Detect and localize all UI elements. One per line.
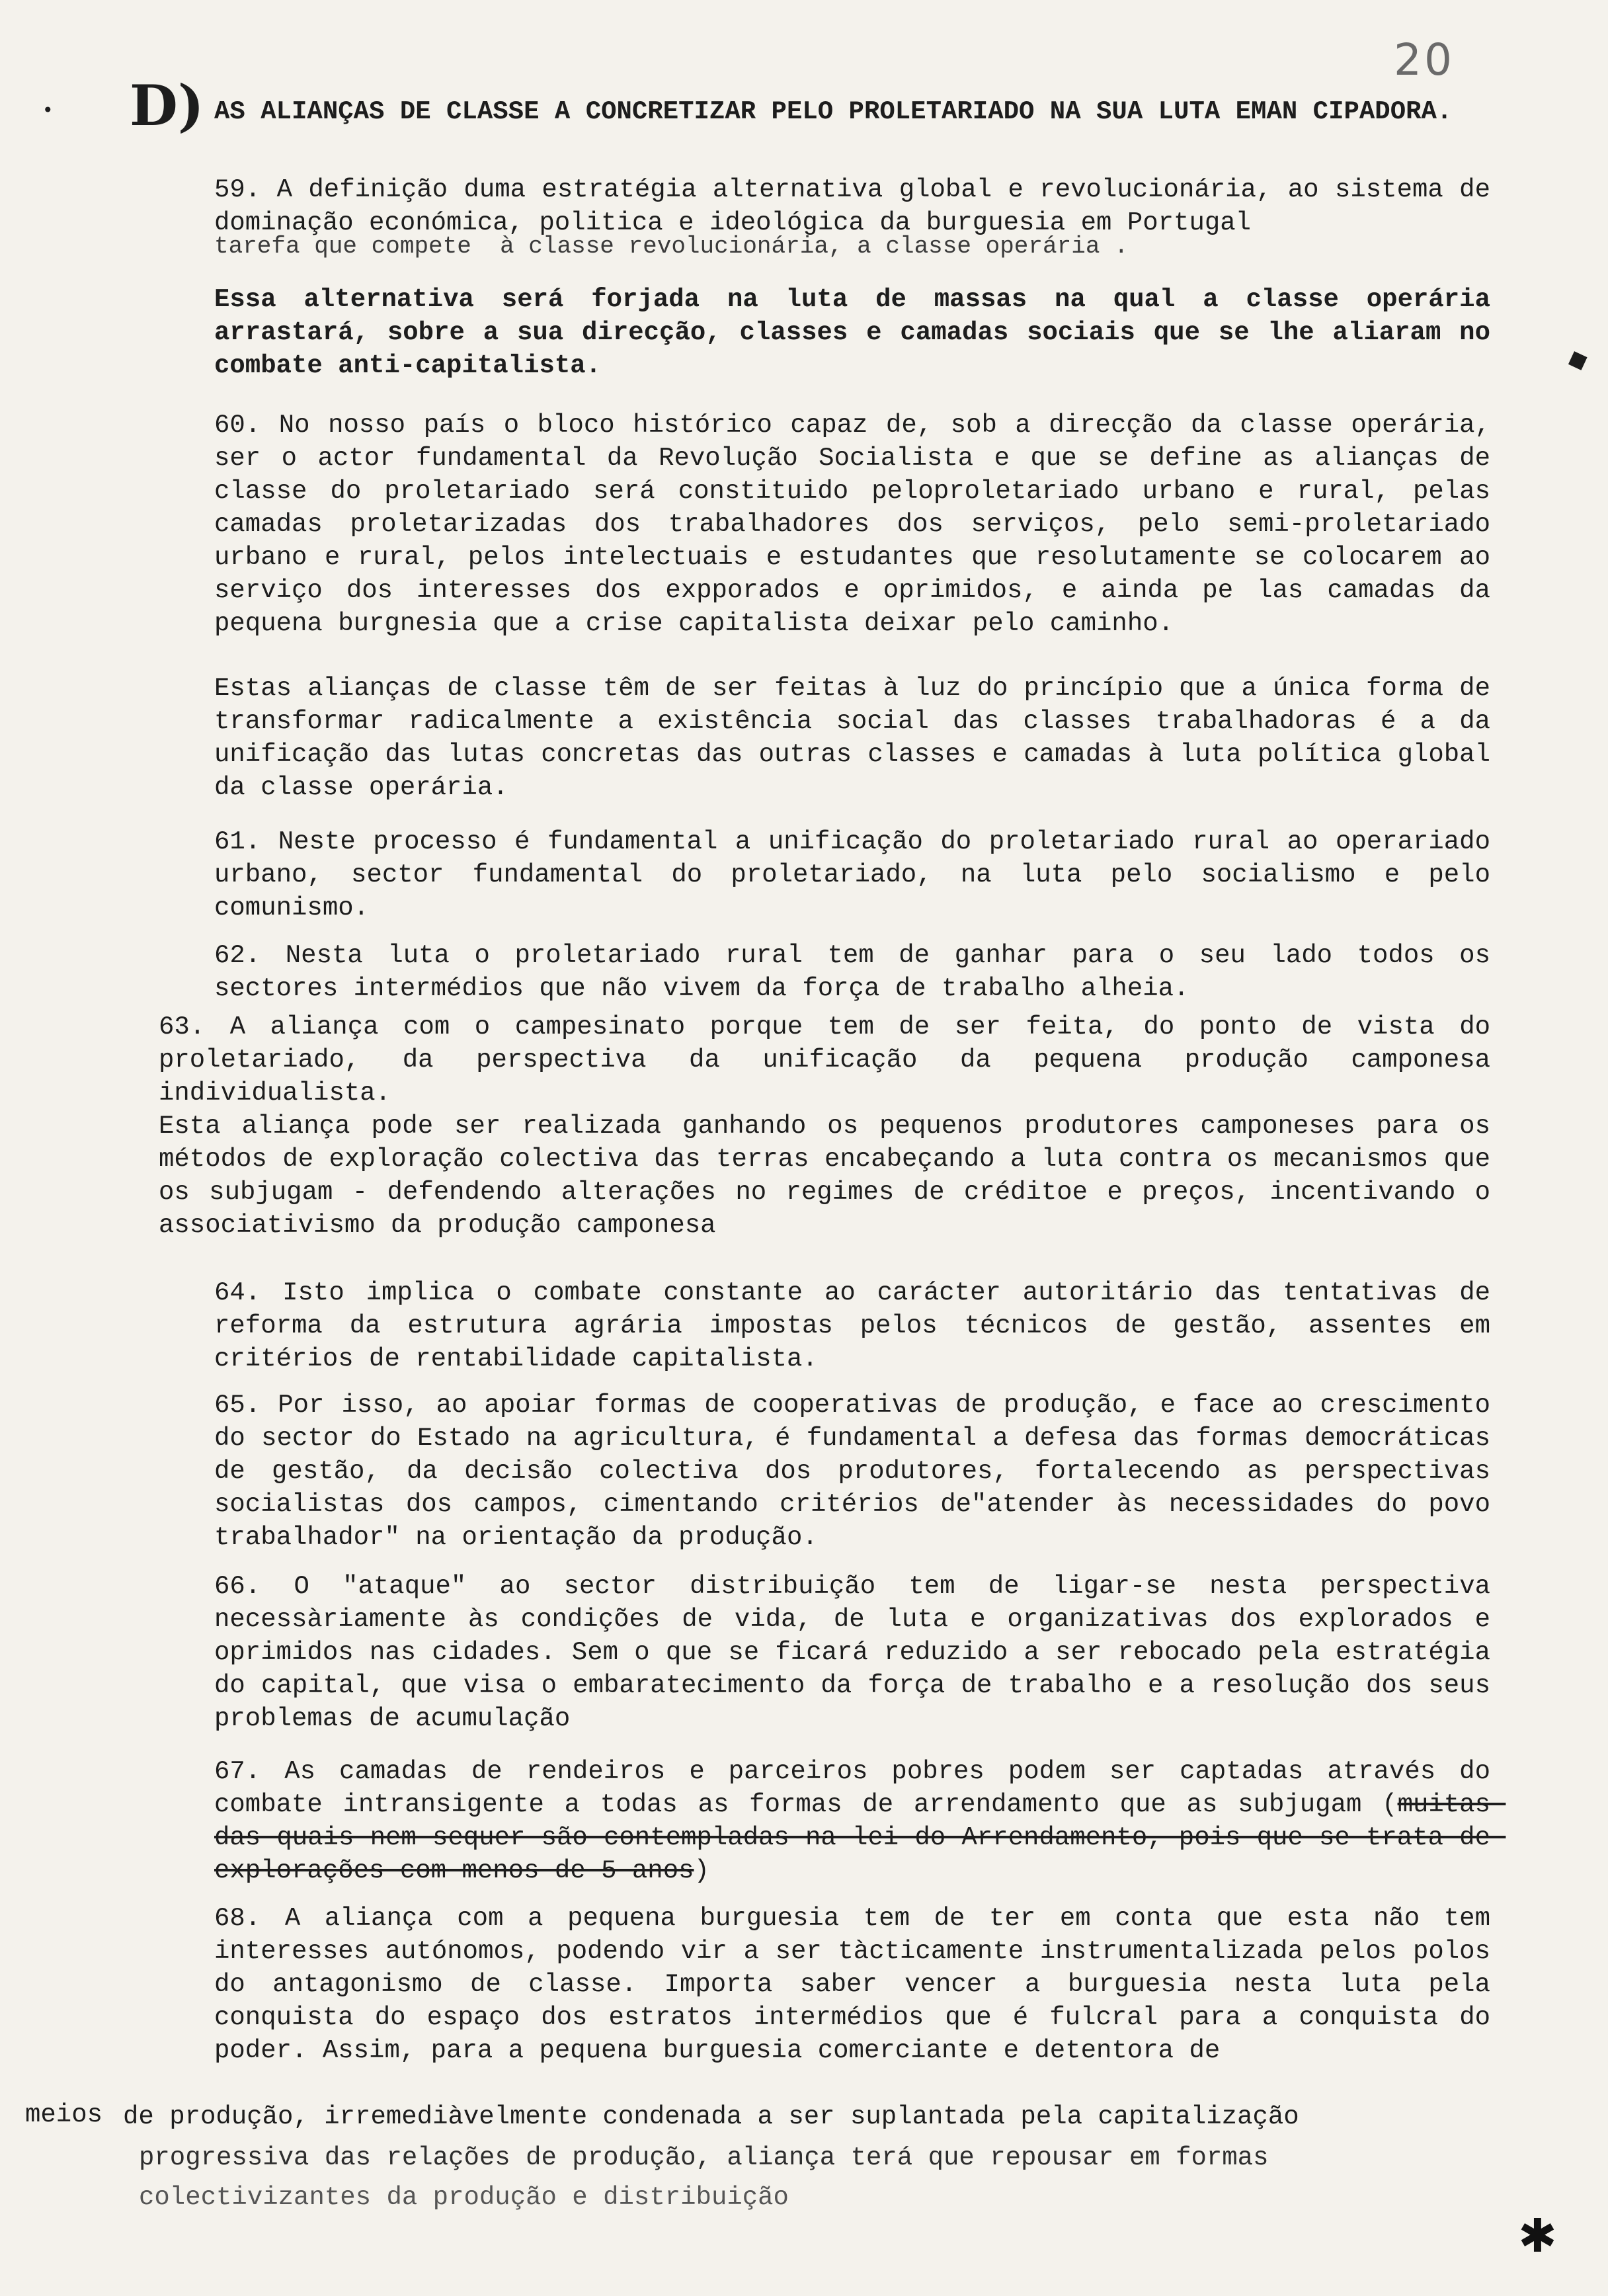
paragraph-63b: Esta aliança pode ser realizada ganhando os pequenos produtores camponeses para os métodos de exploração colectiva das terras encabeçando a luta contra os mecanismos que os subjugam - defendendo alterações no regimes de créditoe e preços, incentivando o associativismo da produção camponesa bbox=[159, 1112, 1506, 1240]
paragraph-68-continuation-3: colectivizantes da produção e distribuição bbox=[139, 2183, 789, 2212]
margin-ink-mark: ◆ bbox=[1562, 341, 1592, 377]
page-number: 20 bbox=[1394, 34, 1455, 85]
margin-dot-mark: • bbox=[42, 99, 54, 121]
paragraph-62: 62. Nesta luta o proletariado rural tem de ganhar para o seu lado todos os sectores intermédios que não vivem da força de trabalho alheia. bbox=[214, 941, 1506, 1003]
paragraph-60b: Estas alianças de classe têm de ser feitas à luz do princípio que a única forma de transformar radicalmente a existência social das classes trabalhadoras é a da unificação das lutas concretas das outras classes e camadas à luta política global da classe operária. bbox=[214, 674, 1506, 802]
paragraph-63: 63. A aliança com o campesinato porque tem de ser feita, do ponto de vista do proletariado, da perspectiva da unificação da pequena produção camponesa individualista. bbox=[159, 1012, 1506, 1108]
section-letter: D) bbox=[130, 73, 204, 138]
paragraph-67 bbox=[214, 1755, 1506, 1887]
paragraph-67-text: 67. As camadas de rendeiros e parceiros pobres podem ser captadas através do combate intransigente a todas as formas de arrendamento que as subjugam ( bbox=[214, 1757, 1506, 1819]
paragraph-68: 68. A aliança com a pequena burguesia tem de ter em conta que esta não tem interesses autónomos, podendo vir a ser tàcticamente instrumentalizada pelos polos do antagonismo de classe. Importa saber vencer a burguesia nesta luta pela conquista do espaço dos estratos intermédios que é fulcral para a conquista do poder. Assim, para a pequena burguesia comerciante e detentora de bbox=[214, 1904, 1506, 2065]
paragraph-68-continuation-1: de produção, irremediàvelmente condenada a ser suplantada pela capitalização bbox=[123, 2102, 1299, 2131]
paragraph-60: 60. No nosso país o bloco histórico capaz de, sob a direcção da classe operária, ser o actor fundamental da Revolução Socialista e que se define as alianças de classe do proletariado será constituido peloproletariado urbano e rural, pelas camadas proletarizadas dos trabalhadores dos serviços, pelo semi-proletariado urbano e rural, pelos intelectuais e estudantes que resolutamente se colocarem ao serviço dos interesses dos expporados e oprimidos, e ainda pe las camadas da pequena burgnesia que a crise capitalista deixar pelo caminho. bbox=[214, 411, 1506, 638]
paragraph-59b bbox=[214, 283, 1506, 382]
section-heading: AS ALIANÇAS DE CLASSE A CONCRETIZAR PELO PROLETARIADO NA SUA LUTA EMAN CIPADORA. bbox=[214, 97, 1453, 126]
paragraph-64: 64. Isto implica o combate constante ao carácter autoritário das tentativas de reforma da estrutura agrária impostas pelos técnicos de gestão, assentes em critérios de rentabilidade capitalista. bbox=[214, 1278, 1506, 1374]
paragraph-59: 59. A definição duma estratégia alternativa global e revolucionária, ao sistema de dominação económica, politica e ideológica da burguesia em Portugal bbox=[214, 175, 1506, 237]
corner-ink-blot: ✱ bbox=[1518, 2209, 1557, 2263]
paragraph-59-overlay: tarefa que compete à classe revolucionária, a classe operária . bbox=[214, 233, 1129, 260]
paragraph-66: 66. O "ataque" ao sector distribuição tem de ligar-se nesta perspectiva necessàriamente às condições de vida, de luta e organizativas dos explorados e oprimidos nas cidades. Sem o que se ficará reduzido a ser rebocado pela estratégia do capital, que visa o embaratecimento da força de trabalho e a resolução dos seus problemas de acumulação bbox=[214, 1572, 1506, 1733]
paragraph-61: 61. Neste processo é fundamental a unificação do proletariado rural ao operariado urbano, sector fundamental do proletariado, na luta pelo socialismo e pelo comunismo. bbox=[214, 827, 1506, 922]
paragraph-68-continuation-2: progressiva das relações de produção, aliança terá que repousar em formas bbox=[139, 2143, 1269, 2172]
paragraph-67-struck-text: muitas das quais nem sequer são contempladas na lei do Arrendamento, pois que se trata de explorações com menos de 5 anos bbox=[214, 1790, 1506, 1885]
paragraph-67-close: ) bbox=[694, 1856, 709, 1885]
paragraph-59b-text: Essa alternativa será forjada na luta de massas na qual a classe operária arrastará, sobre a sua direcção, classes e camadas sociais que se lhe aliaram no combate anti-capitalista. bbox=[214, 285, 1506, 380]
paragraph-65: 65. Por isso, ao apoiar formas de cooperativas de produção, e face ao crescimento do sector do Estado na agricultura, é fundamental a defesa das formas democráticas de gestão, da decisão colectiva dos produtores, fortalecendo as perspectivas socialistas dos campos, cimentando critérios de"atender às necessidades do povo trabalhador" na orientação da produção. bbox=[214, 1391, 1506, 1552]
margin-word: meios bbox=[25, 2100, 103, 2129]
